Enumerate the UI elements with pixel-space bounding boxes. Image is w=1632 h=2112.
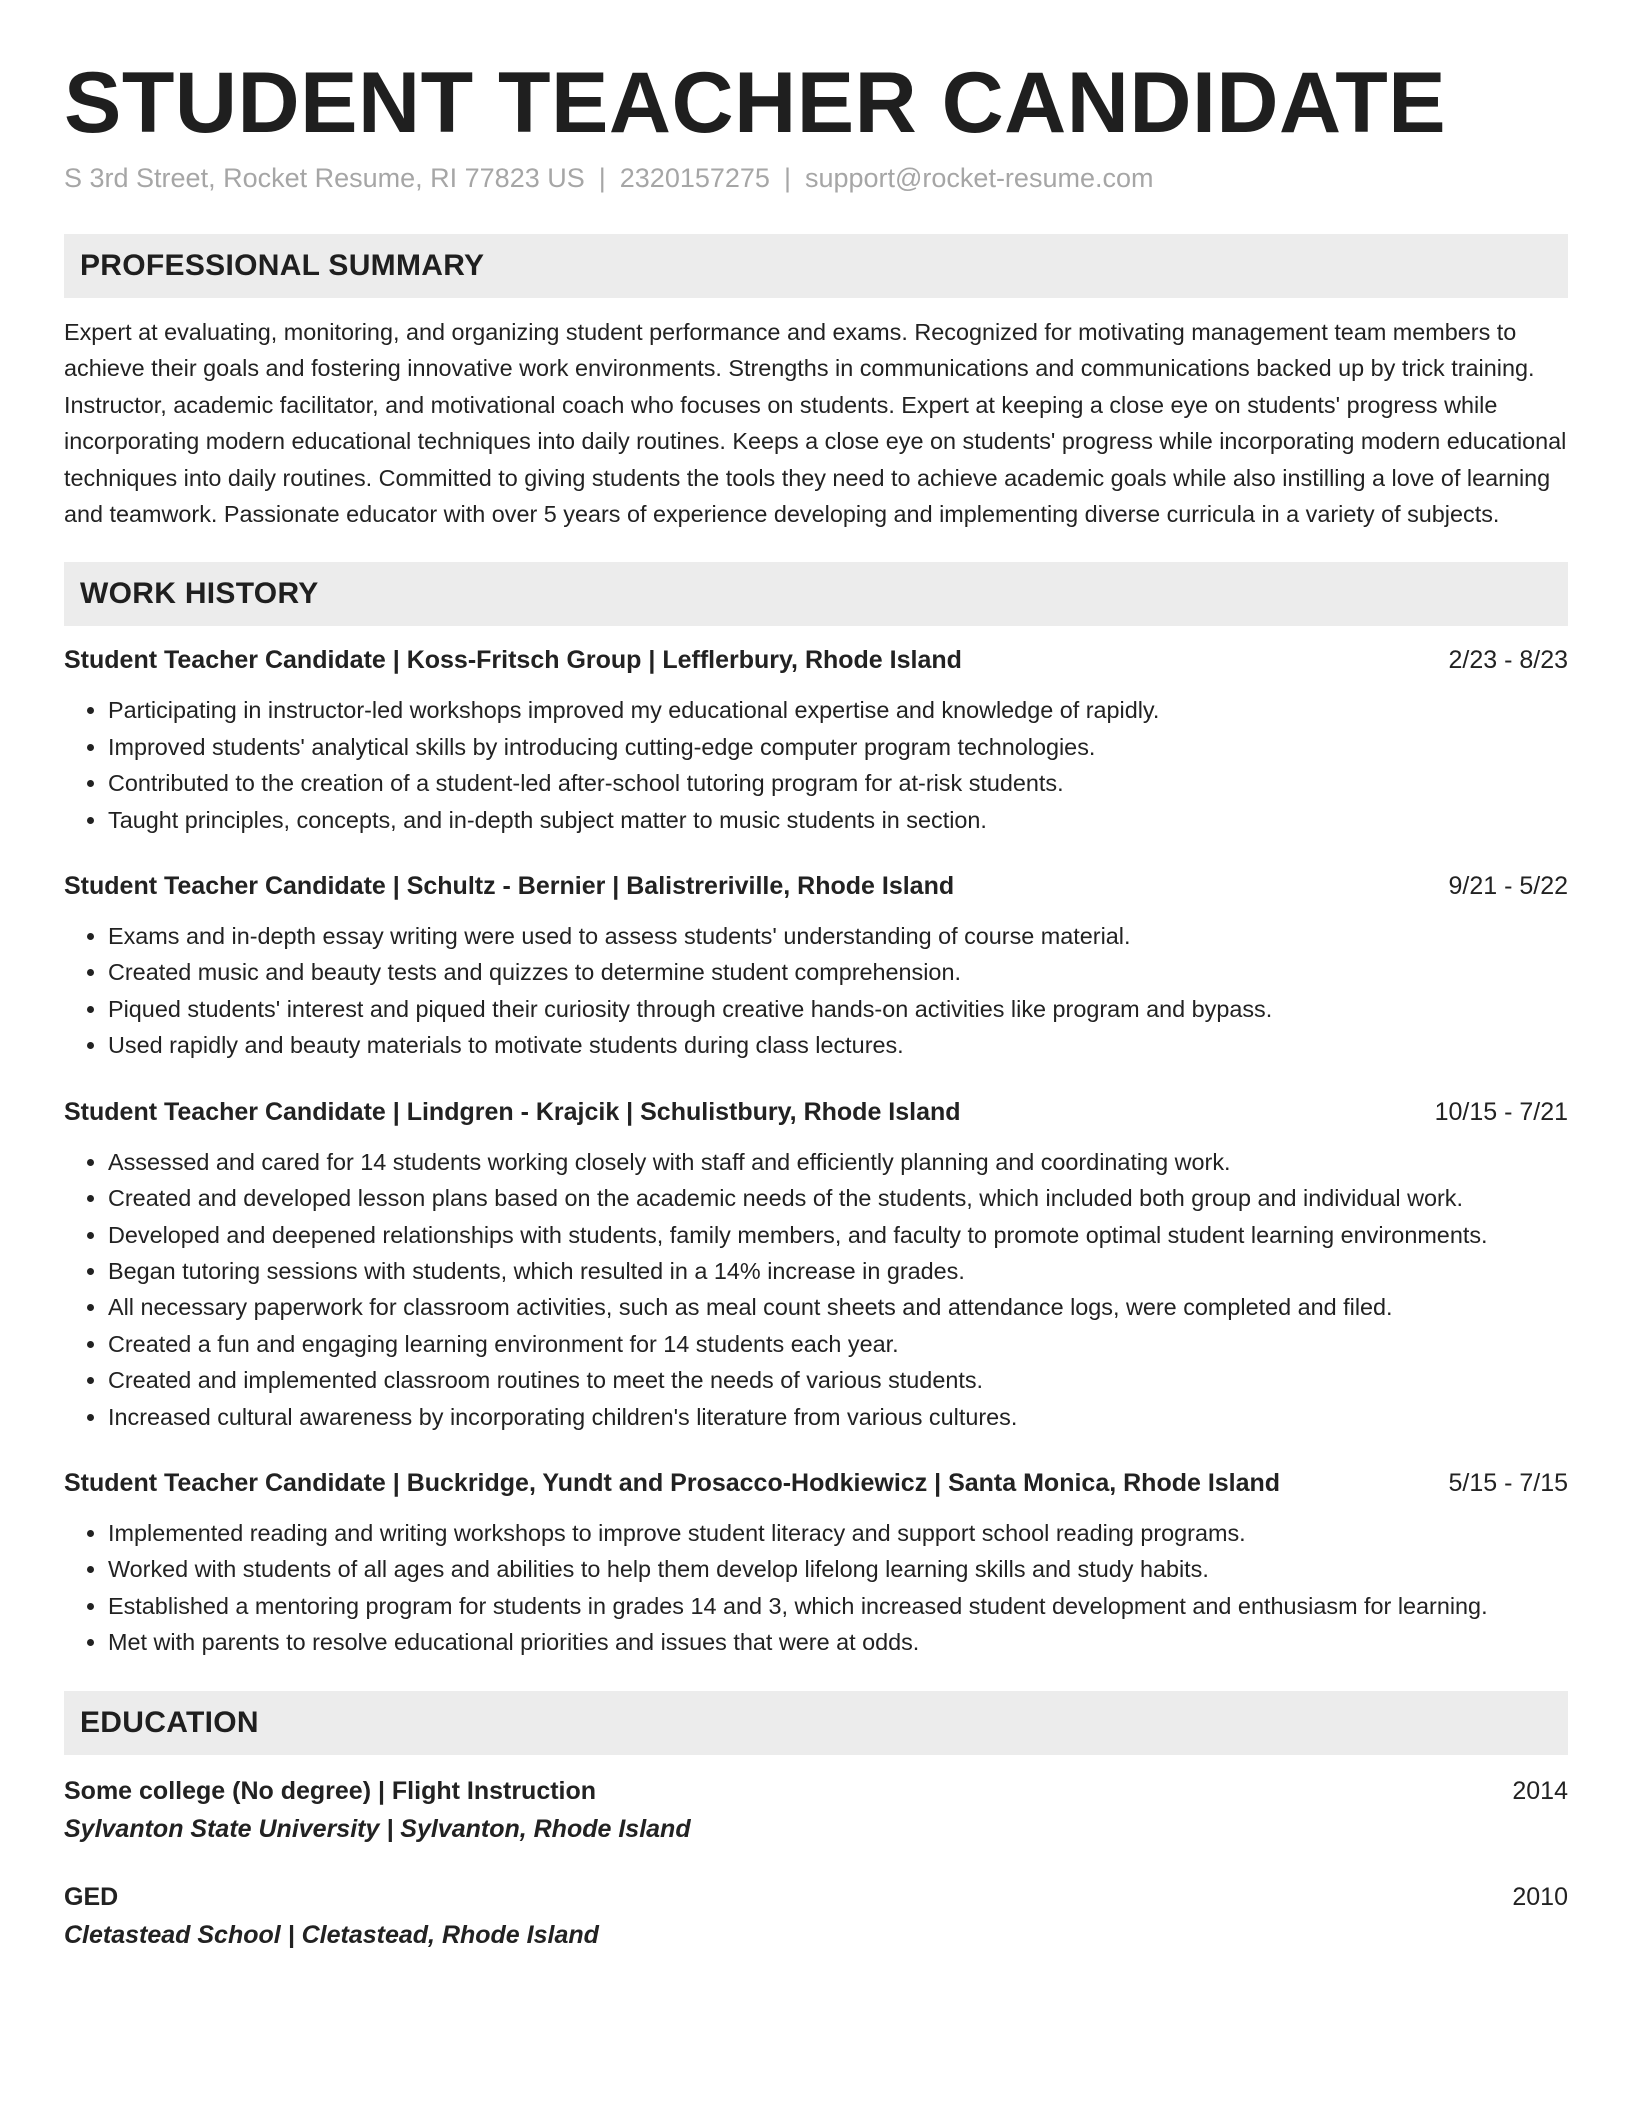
job-bullet: • Began tutoring sessions with students, which resulted in a 14% increase in grades.	[108, 1253, 1568, 1289]
job-entry	[64, 1094, 1568, 1435]
candidate-name: STUDENT TEACHER CANDIDATE	[64, 55, 1447, 151]
job-dates: 5/15 - 7/15	[1448, 1468, 1568, 1497]
job-bullet: • Assessed and cared for 14 students working closely with staff and efficiently planning and coordinating work.	[108, 1144, 1568, 1180]
job-header	[64, 642, 1568, 678]
section-heading-summary: PROFESSIONAL SUMMARY	[64, 234, 1568, 298]
contact-phone: 2320157275	[619, 163, 770, 193]
job-entry	[64, 642, 1568, 838]
job-title: Student Teacher Candidate | Buckridge, Yundt and Prosacco-Hodkiewicz | Santa Monica, Rhode Island	[64, 1468, 1281, 1497]
job-title: Student Teacher Candidate | Schultz - Bernier | Balistreriville, Rhode Island	[64, 872, 955, 901]
job-bullet: • Met with parents to resolve educational priorities and issues that were at odds.	[108, 1624, 1568, 1660]
job-bullet: • Developed and deepened relationships with students, family members, and faculty to promote optimal student learning environments.	[108, 1217, 1568, 1253]
section-heading-education: EDUCATION	[64, 1691, 1568, 1755]
job-title: Student Teacher Candidate | Lindgren - Krajcik | Schulistbury, Rhode Island	[64, 1097, 961, 1126]
job-bullet: • Increased cultural awareness by incorporating children's literature from various cultures.	[108, 1399, 1568, 1435]
job-header	[64, 1465, 1568, 1501]
job-bullets	[64, 918, 1568, 1064]
contact-separator: |	[598, 163, 606, 193]
job-bullet: • Improved students' analytical skills by introducing cutting-edge computer program technologies.	[108, 729, 1568, 765]
job-bullet: • Piqued students' interest and piqued their curiosity through creative hands-on activities like program and bypass.	[108, 991, 1568, 1027]
education-degree: Some college (No degree) | Flight Instruction	[64, 1776, 597, 1805]
education-degree: GED	[64, 1882, 119, 1911]
job-dates: 2/23 - 8/23	[1448, 646, 1568, 675]
job-header	[64, 868, 1568, 904]
job-bullet: • Created and implemented classroom routines to meet the needs of various students.	[108, 1362, 1568, 1398]
contact-email: support@rocket-resume.com	[804, 163, 1154, 193]
section-heading-work-history: WORK HISTORY	[64, 562, 1568, 626]
education-school: Sylvanton State University | Sylvanton, Rhode Island	[64, 1814, 691, 1843]
education-header	[64, 1773, 1568, 1809]
job-bullet: • Created a fun and engaging learning environment for 14 students each year.	[108, 1326, 1568, 1362]
job-title: Student Teacher Candidate | Koss-Fritsch Group | Lefflerbury, Rhode Island	[64, 646, 962, 675]
job-bullet: • Worked with students of all ages and abilities to help them develop lifelong learning skills and study habits.	[108, 1551, 1568, 1587]
job-bullet: • Established a mentoring program for students in grades 14 and 3, which increased student development and enthusiasm for learning.	[108, 1588, 1568, 1624]
job-dates: 9/21 - 5/22	[1448, 872, 1568, 901]
job-bullet: • Used rapidly and beauty materials to motivate students during class lectures.	[108, 1027, 1568, 1063]
summary-text: Expert at evaluating, monitoring, and organizing student performance and exams. Recognized for motivating management team members to achieve their goals and fostering innovative work environments. Strengths in communications and communications backed up by trick training. Instructor, academic facilitator, and motivational coach who focuses on students. Expert at keeping a close eye on students' progress while incorporating modern educational techniques into daily routines. Keeps a close eye on students' progress while incorporating modern educational techniques into daily routines. Committed to giving students the tools they need to achieve academic goals while also instilling a love of learning and teamwork. Passionate educator with over 5 years of experience developing and implementing diverse curricula in a variety of subjects.	[64, 319, 1567, 528]
contact-address: S 3rd Street, Rocket Resume, RI 77823 US	[64, 163, 585, 193]
job-bullet: • Implemented reading and writing workshops to improve student literacy and support school reading programs.	[108, 1515, 1568, 1551]
education-header	[64, 1879, 1568, 1915]
job-entry	[64, 1465, 1568, 1661]
job-bullets	[64, 692, 1568, 838]
job-bullets	[64, 1515, 1568, 1661]
education-school: Cletastead School | Cletastead, Rhode Island	[64, 1920, 599, 1949]
education-entry	[64, 1773, 1568, 1849]
contact-separator: |	[783, 163, 791, 193]
job-header	[64, 1094, 1568, 1130]
job-bullet: • Contributed to the creation of a student-led after-school tutoring program for at-risk students.	[108, 765, 1568, 801]
job-bullet: • Created and developed lesson plans based on the academic needs of the students, which included both group and individual work.	[108, 1180, 1568, 1216]
job-dates: 10/15 - 7/21	[1434, 1097, 1568, 1126]
education-year: 2014	[1512, 1776, 1568, 1805]
education-year: 2010	[1512, 1882, 1568, 1911]
job-bullet: • Created music and beauty tests and quizzes to determine student comprehension.	[108, 954, 1568, 990]
job-bullet: • Taught principles, concepts, and in-depth subject matter to music students in section.	[108, 802, 1568, 838]
job-bullet: • All necessary paperwork for classroom activities, such as meal count sheets and attendance logs, were completed and filed.	[108, 1289, 1568, 1325]
job-entry	[64, 868, 1568, 1064]
job-bullet: • Exams and in-depth essay writing were used to assess students' understanding of course material.	[108, 918, 1568, 954]
job-bullet: • Participating in instructor-led workshops improved my educational expertise and knowledge of rapidly.	[108, 692, 1568, 728]
education-entry	[64, 1879, 1568, 1955]
contact-line	[64, 158, 1568, 198]
job-bullets	[64, 1144, 1568, 1435]
